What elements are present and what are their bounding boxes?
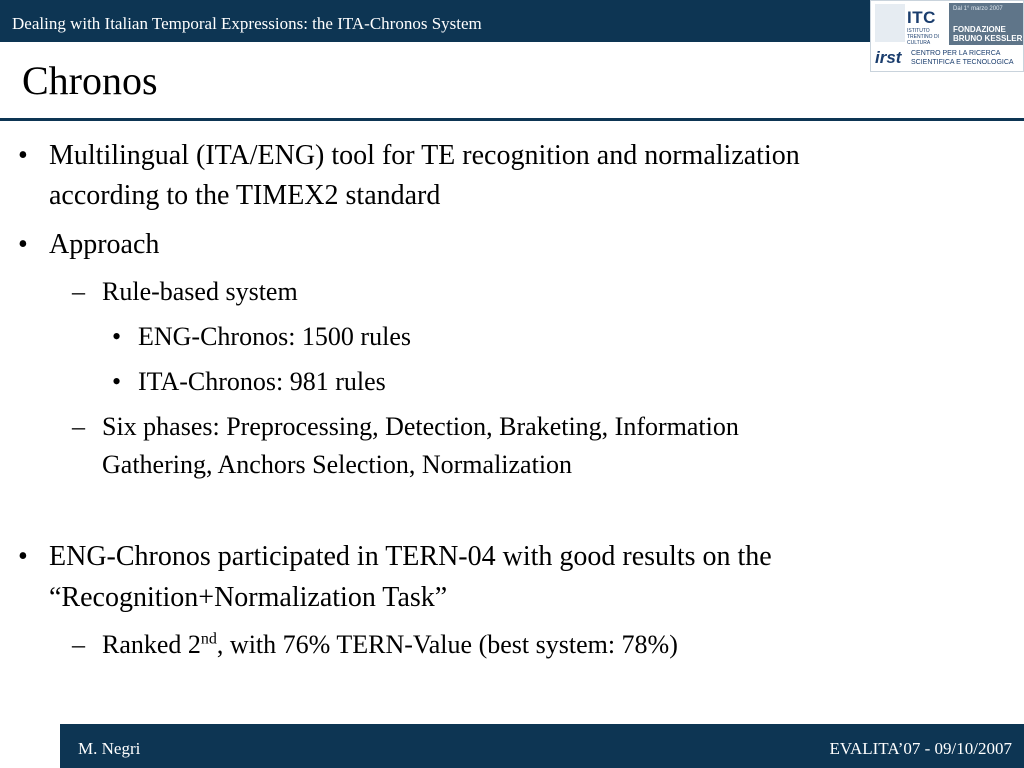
footer-author: M. Negri xyxy=(78,739,141,758)
bullet-marker: • xyxy=(18,541,28,572)
bullet-text: according to the TIMEX2 standard xyxy=(49,180,441,211)
fbk-logo-date: Dal 1° marzo 2007 xyxy=(953,6,1003,12)
bullet-text: Approach xyxy=(49,229,160,260)
dash-marker: – xyxy=(72,630,85,659)
ranked-suffix: , with 76% TERN-Value (best system: 78%) xyxy=(216,630,678,659)
fbk-logo-name-line1: FONDAZIONE xyxy=(953,25,1006,34)
bullet-marker: • xyxy=(18,140,28,171)
footer-bar xyxy=(60,724,1024,768)
bullet-marker: • xyxy=(112,322,122,351)
bullet-text: “Recognition+Normalization Task” xyxy=(49,582,448,613)
bullet-marker: • xyxy=(112,367,122,396)
sub-bullet-text xyxy=(102,626,678,664)
presentation-title: Dealing with Italian Temporal Expressions: the ITA-Chronos System xyxy=(12,14,482,33)
sub-bullet-text: Gathering, Anchors Selection, Normalization xyxy=(102,450,573,479)
irst-logo-mark: irst xyxy=(875,48,902,67)
sub-sub-bullet-text: ITA-Chronos: 981 rules xyxy=(138,367,386,396)
bullet-text: ENG-Chronos participated in TERN-04 with good results on the xyxy=(49,541,772,572)
dash-marker: – xyxy=(72,412,85,441)
fbk-logo xyxy=(949,3,1023,45)
irst-logo xyxy=(873,48,1023,70)
slide-title: Chronos xyxy=(22,58,158,103)
institution-logo xyxy=(870,0,1024,72)
irst-logo-text-line1: CENTRO PER LA RICERCA xyxy=(911,50,1001,57)
bullet-text: Multilingual (ITA/ENG) tool for TE recognition and normalization xyxy=(49,140,800,171)
ranked-prefix: Ranked 2 xyxy=(102,630,201,659)
footer-event-date: EVALITA’07 - 09/10/2007 xyxy=(829,739,1012,758)
title-divider xyxy=(0,118,1024,121)
ordinal-suffix: nd xyxy=(200,630,217,648)
sub-bullet-text: Six phases: Preprocessing, Detection, Braketing, Information xyxy=(102,412,739,441)
itc-logo-text: ITC xyxy=(907,8,936,27)
sub-sub-bullet-text: ENG-Chronos: 1500 rules xyxy=(138,322,411,351)
irst-logo-text-line2: SCIENTIFICA E TECNOLOGICA xyxy=(911,59,1014,66)
sub-bullet-text: Rule-based system xyxy=(102,277,298,306)
fbk-logo-name-line2: BRUNO KESSLER xyxy=(953,34,1023,43)
itc-logo xyxy=(875,4,949,44)
dash-marker: – xyxy=(72,277,85,306)
itc-logo-subtext: ISTITUTO TRENTINO DI CULTURA xyxy=(907,28,939,46)
itc-emblem-icon xyxy=(875,4,905,42)
bullet-marker: • xyxy=(18,229,28,260)
